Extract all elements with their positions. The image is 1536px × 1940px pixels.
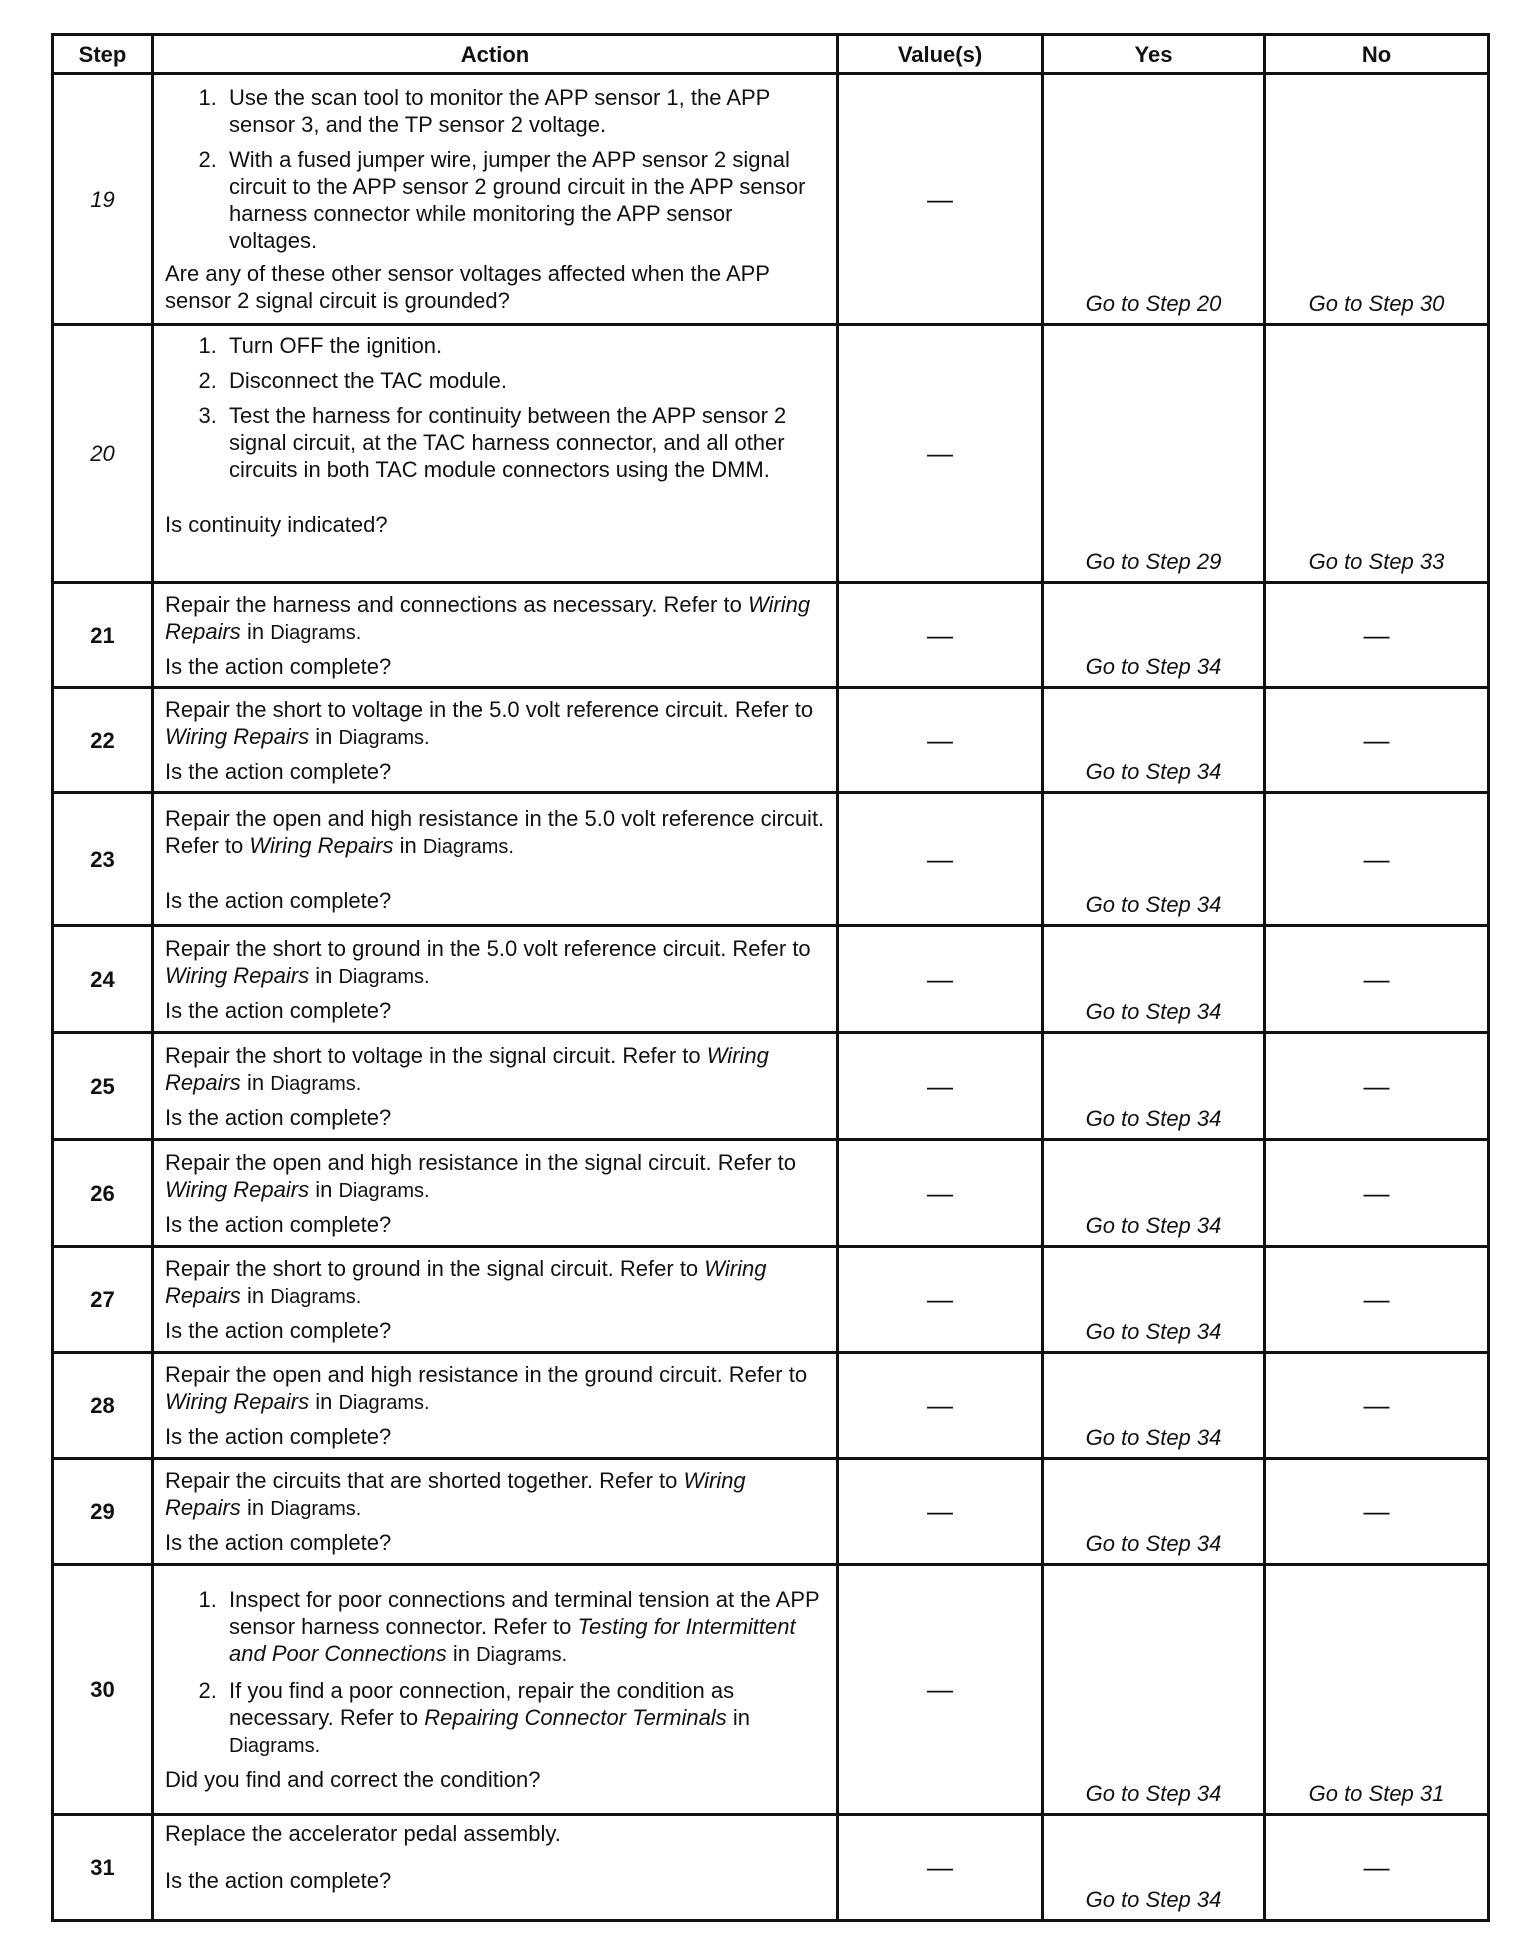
table-row-step-28: [53, 1353, 1489, 1459]
action-text: Repair the short to voltage in the 5.0 volt reference circuit. Refer to Wiring Repairs in Diagrams.: [165, 696, 814, 749]
table-row-step-29: [53, 1459, 1489, 1565]
no-result: —: [1265, 688, 1489, 793]
diagnostic-table: [51, 33, 1490, 1922]
table-row-step-23: [53, 793, 1489, 926]
reference-link: Wiring Repairs: [165, 723, 310, 749]
action-item: 2. Disconnect the TAC module.: [223, 367, 826, 394]
step-number: 28: [53, 1353, 153, 1459]
yes-result: Go to Step 34: [1043, 1247, 1265, 1353]
action-list: [165, 332, 826, 483]
reference-link: Wiring Repairs: [165, 1176, 310, 1202]
action-text: Replace the accelerator pedal assembly.: [165, 1821, 561, 1846]
step-number: 20: [53, 325, 153, 583]
yes-result: Go to Step 34: [1043, 793, 1265, 926]
action-question: Are any of these other sensor voltages affected when the APP sensor 2 signal circuit is grounded?: [165, 261, 770, 313]
reference-link: Wiring Repairs: [165, 1256, 767, 1308]
action-text: Repair the short to voltage in the signal circuit. Refer to Wiring Repairs in Diagrams.: [165, 1042, 769, 1095]
reference-link: Wiring Repairs: [249, 832, 394, 858]
yes-result: Go to Step 34: [1043, 1140, 1265, 1247]
table-row-step-24: [53, 926, 1489, 1033]
action-item: 1. Turn OFF the ignition.: [223, 332, 826, 359]
table-row-step-25: [53, 1033, 1489, 1140]
action-cell: [153, 1565, 838, 1815]
action-question: Did you find and correct the condition?: [165, 1767, 541, 1792]
yes-result: Go to Step 34: [1043, 583, 1265, 688]
action-question: Is the action complete?: [165, 1318, 392, 1343]
value-cell: —: [838, 1459, 1043, 1565]
reference-link: Wiring Repairs: [165, 962, 310, 988]
no-result: —: [1265, 1140, 1489, 1247]
action-question: Is the action complete?: [165, 1868, 392, 1893]
action-question: Is the action complete?: [165, 1424, 392, 1449]
action-question: Is the action complete?: [165, 997, 392, 1023]
reference-link: Testing for Intermittent and Poor Connections: [229, 1614, 796, 1666]
action-cell: [153, 325, 838, 583]
no-result: —: [1265, 1353, 1489, 1459]
action-text: Repair the open and high resistance in the signal circuit. Refer to Wiring Repairs in Diagrams.: [165, 1149, 797, 1202]
step-number: 29: [53, 1459, 153, 1565]
table-row-step-26: [53, 1140, 1489, 1247]
action-cell: [153, 1353, 838, 1459]
step-number: 27: [53, 1247, 153, 1353]
action-text: Repair the open and high resistance in the 5.0 volt reference circuit. Refer to Wiring Repairs in Diagrams.: [165, 805, 825, 858]
table-row-step-22: [53, 688, 1489, 793]
header-row: [53, 35, 1489, 74]
yes-result: Go to Step 34: [1043, 926, 1265, 1033]
action-cell: [153, 926, 838, 1033]
step-number: 21: [53, 583, 153, 688]
yes-result: Go to Step 29: [1043, 325, 1265, 583]
action-question: Is the action complete?: [165, 1530, 392, 1555]
yes-result: Go to Step 34: [1043, 1033, 1265, 1140]
table-row-step-30: [53, 1565, 1489, 1815]
no-result: —: [1265, 926, 1489, 1033]
action-item: 1. Use the scan tool to monitor the APP sensor 1, the APP sensor 3, and the TP sensor 2 voltage.: [223, 84, 826, 138]
table-row-step-20: [53, 325, 1489, 583]
value-cell: —: [838, 926, 1043, 1033]
action-cell: [153, 1247, 838, 1353]
value-cell: —: [838, 583, 1043, 688]
yes-result: Go to Step 34: [1043, 688, 1265, 793]
action-question: Is continuity indicated?: [165, 512, 388, 537]
step-number: 19: [53, 74, 153, 325]
action-cell: [153, 1459, 838, 1565]
value-cell: —: [838, 1247, 1043, 1353]
step-number: 31: [53, 1815, 153, 1921]
no-result: Go to Step 31: [1265, 1565, 1489, 1815]
value-cell: —: [838, 1565, 1043, 1815]
header-step: Step: [53, 35, 153, 74]
yes-result: Go to Step 34: [1043, 1459, 1265, 1565]
action-list: [165, 84, 826, 254]
step-number: 30: [53, 1565, 153, 1815]
value-cell: —: [838, 74, 1043, 325]
action-cell: [153, 793, 838, 926]
action-cell: [153, 688, 838, 793]
reference-link: Wiring Repairs: [165, 1042, 769, 1095]
value-cell: —: [838, 1815, 1043, 1921]
action-question: Is the action complete?: [165, 1104, 392, 1130]
no-result: Go to Step 30: [1265, 74, 1489, 325]
no-result: —: [1265, 1459, 1489, 1565]
action-item: 1. Inspect for poor connections and terminal tension at the APP sensor harness connector. Refer to Testing for Intermittent and Poor Connections in Diagrams.: [223, 1586, 826, 1669]
action-item: 3. Test the harness for continuity between the APP sensor 2 signal circuit, at the TAC harness connector, and all other circuits in both TAC module connectors using the DMM.: [223, 402, 826, 483]
action-item: 2. If you find a poor connection, repair the condition as necessary. Refer to Repairing Connector Terminals in Diagrams.: [223, 1677, 826, 1760]
action-cell: [153, 1815, 838, 1921]
table-row-step-19: [53, 74, 1489, 325]
header-values: Value(s): [838, 35, 1043, 74]
action-text: Repair the short to ground in the 5.0 volt reference circuit. Refer to Wiring Repairs in Diagrams.: [165, 935, 811, 988]
step-number: 24: [53, 926, 153, 1033]
no-result: —: [1265, 1247, 1489, 1353]
action-cell: [153, 1033, 838, 1140]
reference-link: Wiring Repairs: [165, 1468, 746, 1520]
yes-result: Go to Step 20: [1043, 74, 1265, 325]
action-item: 2. With a fused jumper wire, jumper the APP sensor 2 signal circuit to the APP sensor 2 ground circuit in the APP sensor harness connector while monitoring the APP sensor voltages.: [223, 146, 826, 254]
action-question: Is the action complete?: [165, 758, 392, 784]
yes-result: Go to Step 34: [1043, 1353, 1265, 1459]
action-cell: [153, 74, 838, 325]
value-cell: —: [838, 793, 1043, 926]
step-number: 22: [53, 688, 153, 793]
value-cell: —: [838, 1033, 1043, 1140]
value-cell: —: [838, 688, 1043, 793]
action-text: Repair the circuits that are shorted together. Refer to Wiring Repairs in Diagrams.: [165, 1468, 746, 1520]
value-cell: —: [838, 1353, 1043, 1459]
action-cell: [153, 1140, 838, 1247]
yes-result: Go to Step 34: [1043, 1815, 1265, 1921]
no-result: —: [1265, 1033, 1489, 1140]
table-row-step-27: [53, 1247, 1489, 1353]
action-question: Is the action complete?: [165, 887, 392, 913]
step-number: 26: [53, 1140, 153, 1247]
reference-link: Wiring Repairs: [165, 1389, 310, 1414]
value-cell: —: [838, 325, 1043, 583]
header-action: Action: [153, 35, 838, 74]
no-result: —: [1265, 583, 1489, 688]
no-result: —: [1265, 793, 1489, 926]
no-result: —: [1265, 1815, 1489, 1921]
step-number: 23: [53, 793, 153, 926]
table-row-step-31: [53, 1815, 1489, 1921]
reference-link: Wiring Repairs: [165, 591, 811, 644]
reference-link: Repairing Connector Terminals: [424, 1705, 727, 1730]
action-text: Repair the open and high resistance in the ground circuit. Refer to Wiring Repairs in Diagrams.: [165, 1362, 808, 1414]
action-question: Is the action complete?: [165, 653, 392, 679]
action-question: Is the action complete?: [165, 1211, 392, 1237]
action-cell: [153, 583, 838, 688]
action-text: Repair the short to ground in the signal circuit. Refer to Wiring Repairs in Diagrams.: [165, 1256, 767, 1308]
action-list: [165, 1586, 826, 1760]
action-text: Repair the harness and connections as necessary. Refer to Wiring Repairs in Diagrams.: [165, 591, 811, 644]
value-cell: —: [838, 1140, 1043, 1247]
no-result: Go to Step 33: [1265, 325, 1489, 583]
header-no: No: [1265, 35, 1489, 74]
yes-result: Go to Step 34: [1043, 1565, 1265, 1815]
header-yes: Yes: [1043, 35, 1265, 74]
table-row-step-21: [53, 583, 1489, 688]
step-number: 25: [53, 1033, 153, 1140]
